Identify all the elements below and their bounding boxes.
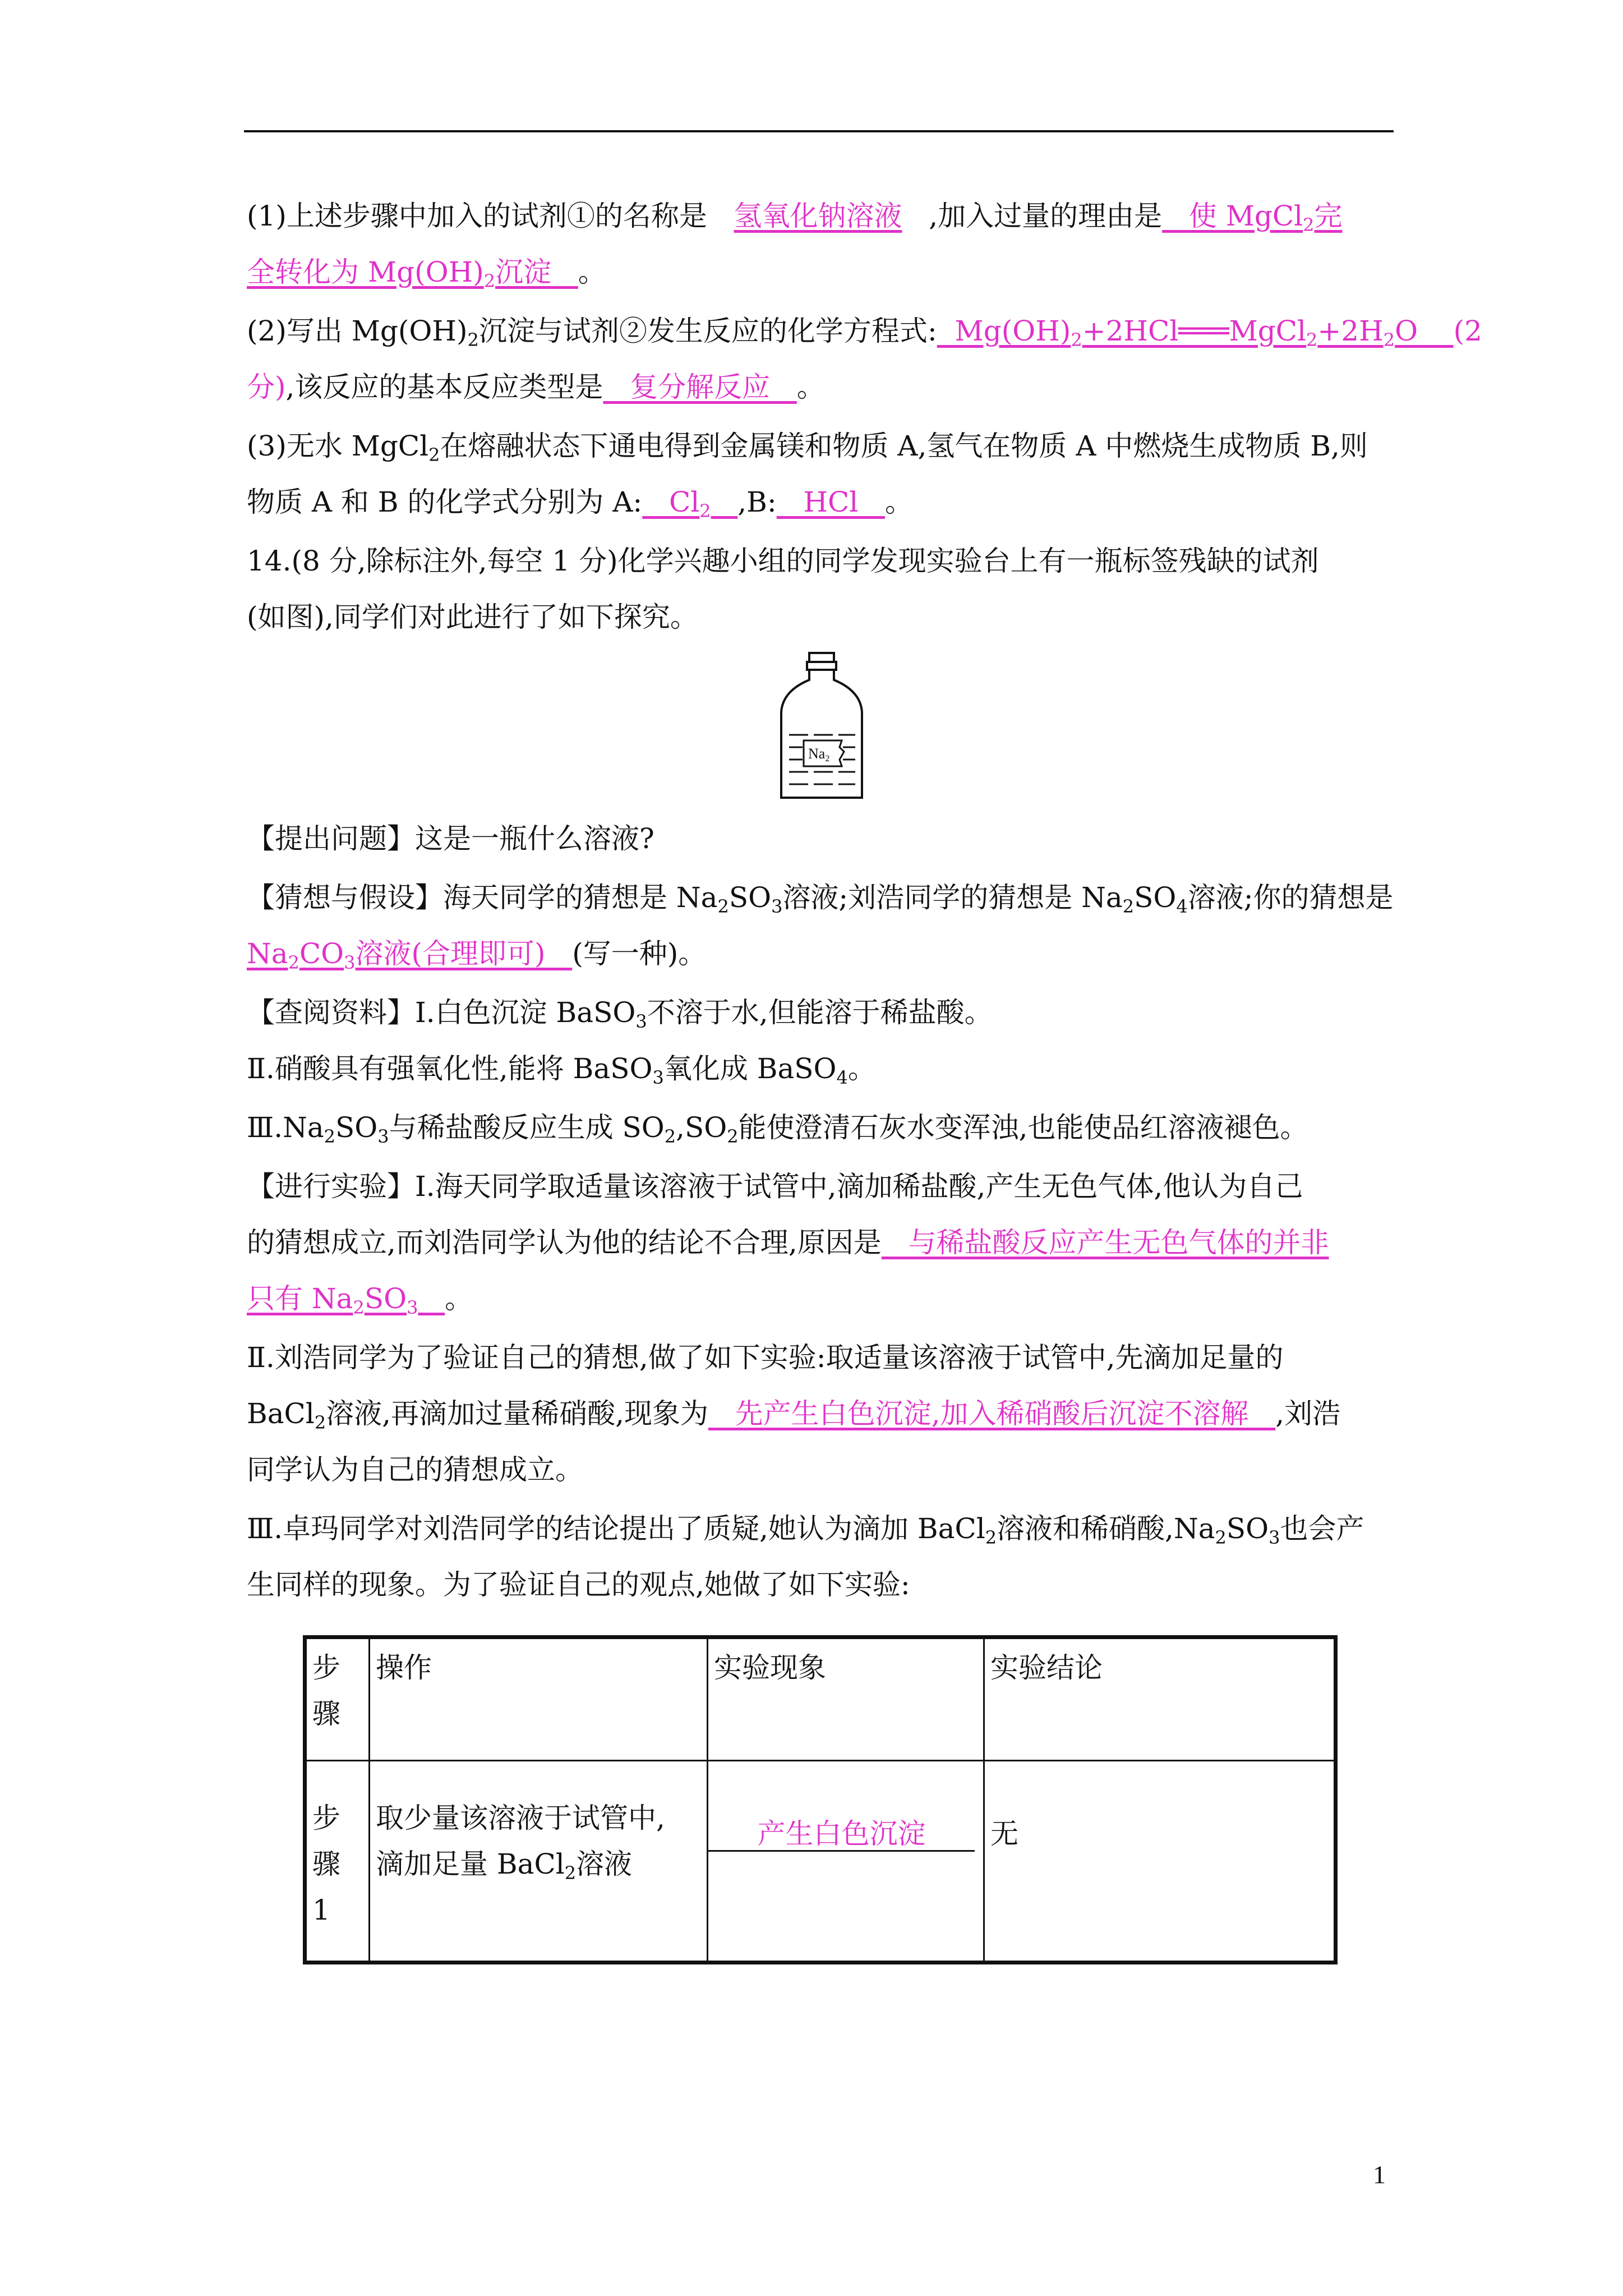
q14-exp3-line2: 生同样的现象。为了验证自己的观点,她做了如下实验: [247, 1568, 910, 1601]
row1-phenomenon: 产生白色沉淀 [708, 1761, 984, 1963]
q13-part3-line1: (3)无水 MgCl$_2$在熔融状态下通电得到金属镁和物质 A,氢气在物质 A 中燃烧生成物质 B,则 [247, 430, 1368, 466]
header-step: 步骤 [305, 1637, 370, 1761]
q14-exp1-line3: 只有 $Na_2SO_3$ 。 [247, 1282, 473, 1318]
q14-exp2-line3: 同学认为自己的猜想成立。 [247, 1453, 583, 1486]
row1-conclusion: 无 [984, 1761, 1336, 1963]
q13-part1-line2: 全转化为 $Mg(OH)_2$沉淀 。 [247, 256, 606, 292]
q13-part1-line1: (1)上述步骤中加入的试剂①的名称是 氢氧化钠溶液 ,加入过量的理由是 使 MgCl$_2$完 [247, 200, 1343, 236]
q14-info1: 【查阅资料】Ⅰ.白色沉淀 BaSO$_3$不溶于水,但能溶于稀盐酸。 [247, 996, 993, 1032]
answer-blank-reagent: 氢氧化钠溶液 [734, 200, 902, 232]
answer-B: HCl [803, 486, 859, 518]
q14-problem: 【提出问题】这是一瓶什么溶液? [247, 822, 654, 855]
table-row [305, 1761, 1336, 1963]
q14-intro-line2: (如图),同学们对此进行了如下探究。 [247, 601, 698, 633]
q14-info3: $Ⅲ.Na_2SO_3$与稀盐酸反应生成 $SO_2,SO_2$能使澄清石灰水变浑浊,也能使品红溶液褪色。 [247, 1111, 1308, 1147]
header-phenomenon: 实验现象 [708, 1637, 984, 1761]
row1-operation: 取少量该溶液于试管中, 滴加足量 BaCl$_2$溶液 [370, 1761, 708, 1963]
q13-part3-line2: 物质 A 和 B 的化学式分别为 A: $Cl_2$ ,B: HCl 。 [247, 486, 913, 522]
q14-exp2-line1: Ⅱ.刘浩同学为了验证自己的猜想,做了如下实验:取适量该溶液于试管中,先滴加足量的 [247, 1341, 1284, 1374]
row1-step: 步骤 1 [305, 1761, 370, 1963]
q14-intro-line1: 14.(8 分,除标注外,每空 1 分)化学兴趣小组的同学发现实验台上有一瓶标签残缺的试剂 [247, 545, 1319, 577]
bottle-label-text: Na2 [808, 746, 830, 763]
q14-exp1-line1: 【进行实验】Ⅰ.海天同学取适量该溶液于试管中,滴加稀盐酸,产生无色气体,他认为自己 [247, 1170, 1303, 1203]
answer-A: $Cl_2$ [668, 486, 711, 522]
q14-info2: Ⅱ.硝酸具有强氧化性,能将 BaSO$_3$氧化成 BaSO$_4$。 [247, 1052, 876, 1088]
q13-part2-line1: (2)写出 $Mg(OH)_2$沉淀与试剂②发生反应的化学方程式: $Mg(OH)_2+2HCl═══MgCl_2+2H_2O$ (2 [247, 315, 1482, 351]
table-header-row [305, 1637, 1336, 1761]
experiment-table [303, 1635, 1338, 1964]
answer-guess: $Na_2CO_3$溶液(合理即可) [247, 937, 546, 973]
answer-reaction-type: 复分解反应 [630, 371, 771, 403]
q14-guess-line1: 【猜想与假设】海天同学的猜想是 $Na_2SO_3$溶液;刘浩同学的猜想是 $Na_2SO_4$溶液;你的猜想是 [247, 881, 1394, 917]
reagent-bottle-figure [777, 651, 866, 802]
answer-exp1-reason: 与稀盐酸反应产生无色气体的并非 [908, 1226, 1329, 1259]
q13-part2-line2: 分),该反应的基本反应类型是 复分解反应 。 [247, 371, 825, 403]
header-rule [244, 130, 1394, 132]
q14-exp3-line1: Ⅲ.卓玛同学对刘浩同学的结论提出了质疑,她认为滴加 BaCl$_2$溶液和稀硝酸$,Na_2SO_3$也会产 [247, 1512, 1364, 1548]
q14-exp1-line2: 的猜想成立,而刘浩同学认为他的结论不合理,原因是 与稀盐酸反应产生无色气体的并非 [247, 1226, 1329, 1259]
header-conclusion: 实验结论 [984, 1637, 1336, 1761]
answer-reason: 使 MgCl$_2$完 [1188, 200, 1343, 236]
q14-exp2-line2: BaCl$_2$溶液,再滴加过量稀硝酸,现象为 先产生白色沉淀,加入稀硝酸后沉淀不溶解 ,刘浩 [247, 1397, 1341, 1433]
q14-guess-line2: $Na_2CO_3$溶液(合理即可) (写一种)。 [247, 937, 707, 973]
header-operation: 操作 [370, 1637, 708, 1761]
answer-exp2-phenomenon: 先产生白色沉淀,加入稀硝酸后沉淀不溶解 [735, 1397, 1249, 1430]
answer-equation: $Mg(OH)_2+2HCl═══MgCl_2+2H_2O$ [955, 315, 1418, 351]
page-number: 1 [1373, 2160, 1386, 2189]
